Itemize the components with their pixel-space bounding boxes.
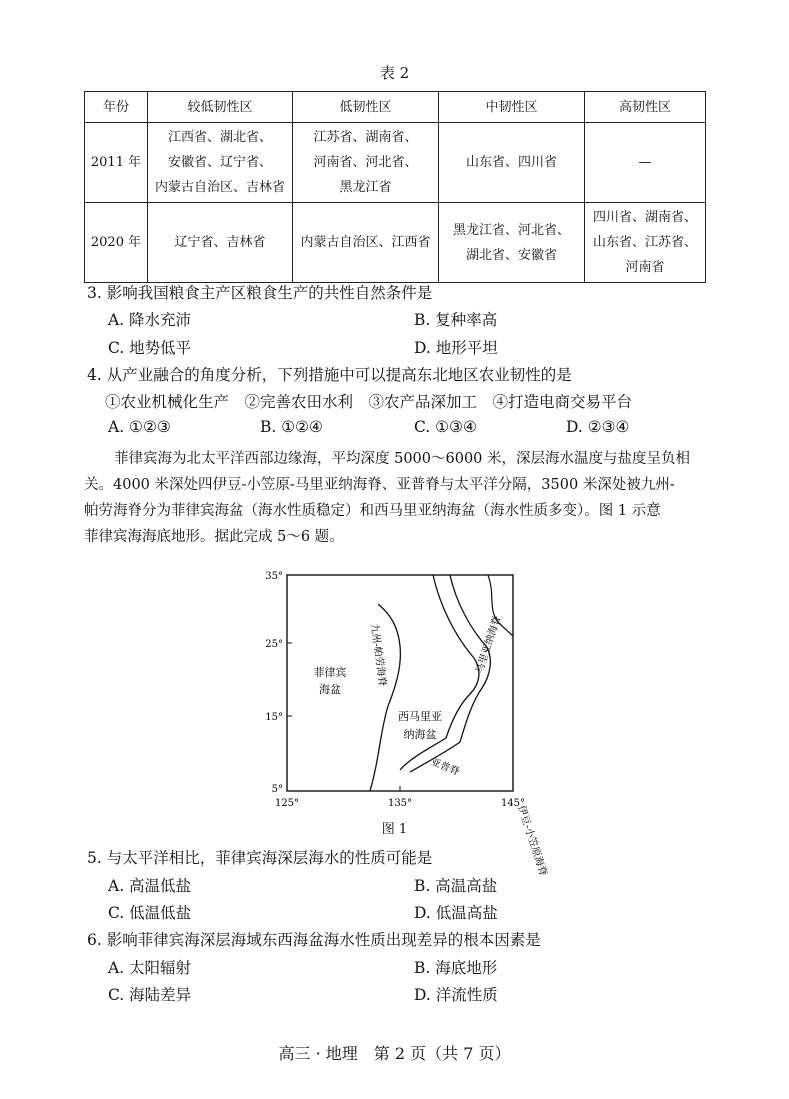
header-lower: 较低韧性区 <box>148 92 293 123</box>
question-3-stem: 3. 影响我国粮食主产区粮食生产的共性自然条件是 <box>87 284 433 302</box>
table-header-row <box>85 92 706 123</box>
table-row <box>85 203 706 283</box>
passage-line: 帕劳海脊分为菲律宾海盆（海水性质稳定）和西马里亚纳海盆（海水性质多变）。图 1 示意 <box>84 503 661 519</box>
table-cell <box>439 203 585 283</box>
table-row <box>85 123 706 203</box>
lat-label: 25° <box>265 639 283 650</box>
cell-line: 安徽省、辽宁省、 <box>167 155 272 170</box>
header-year: 年份 <box>85 92 148 123</box>
lon-label: 125° <box>274 798 300 809</box>
table-cell <box>585 203 706 283</box>
page-footer: 高三 · 地理 第 2 页（共 7 页） <box>278 1044 511 1063</box>
resilience-table <box>84 91 706 283</box>
q4-items: ①农业机械化生产 ②完善农田水利 ③农产品深加工 ④打造电商交易平台 <box>105 393 633 411</box>
q4-option-d: D. ②③④ <box>566 418 630 436</box>
table-cell <box>439 123 585 203</box>
table-cell <box>585 123 706 203</box>
cell-line: 江西省、湖北省、 <box>167 130 272 145</box>
lat-label: 5° <box>271 784 283 795</box>
west-mariana-basin-label: 西马里亚 <box>398 710 442 723</box>
q6-option-d: D. 洋流性质 <box>414 986 498 1004</box>
cell-line: 河南省 <box>625 260 665 275</box>
q3-option-c: C. 地势低平 <box>108 339 192 357</box>
q4-option-c: C. ①③④ <box>414 418 477 436</box>
table-cell <box>293 203 439 283</box>
cell-line: 黑龙江省 <box>339 180 392 195</box>
header-low: 低韧性区 <box>293 92 439 123</box>
cell-line: 内蒙古自治区、江西省 <box>300 235 431 250</box>
question-4-stem: 4. 从产业融合的角度分析，下列措施中可以提高东北地区农业韧性的是 <box>87 366 572 384</box>
cell-line: 山东省、江苏省、 <box>592 235 697 250</box>
cell-line: 江苏省、湖南省、 <box>313 130 418 145</box>
table-caption: 表 2 <box>379 64 410 82</box>
cell-line: 内蒙古自治区、吉林省 <box>154 180 285 195</box>
lat-label: 15° <box>265 712 283 723</box>
row-year: 2011 年 <box>85 123 148 203</box>
west-mariana-basin-label: 纳海盆 <box>403 728 437 741</box>
lon-label: 135° <box>387 798 413 809</box>
q3-option-b: B. 复种率高 <box>414 311 498 329</box>
philippine-basin-label: 海盆 <box>319 683 341 696</box>
passage <box>84 446 706 550</box>
table-cell <box>293 123 439 203</box>
q3-option-d: D. 地形平坦 <box>414 339 498 357</box>
cell-line: 辽宁省、吉林省 <box>174 235 266 250</box>
izu-ridge-label: 伊豆-小笠原海脊 <box>515 804 549 878</box>
question-6-stem: 6. 影响菲律宾海深层海域东西海盆海水性质出现差异的根本因素是 <box>87 931 541 949</box>
philippine-basin-label: 菲律宾 <box>313 666 347 679</box>
q6-option-a: A. 太阳辐射 <box>108 959 192 977</box>
q6-option-b: B. 海底地形 <box>414 959 498 977</box>
passage-line: 关。4000 米深处四伊豆-小笠原-马里亚纳海脊、亚普脊与太平洋分隔，3500 米深处被九州- <box>84 477 675 493</box>
q5-option-d: D. 低温高盐 <box>414 904 498 922</box>
q5-option-b: B. 高温高盐 <box>414 877 498 895</box>
passage-line: 菲律宾海为北太平洋西部边缘海，平均深度 5000～6000 米，深层海水温度与盐度呈负相 <box>114 451 691 467</box>
passage-line: 菲律宾海海底地形。据此完成 5～6 题。 <box>84 529 344 545</box>
lat-label: 35° <box>265 571 283 582</box>
q5-option-c: C. 低温低盐 <box>108 904 192 922</box>
header-mid: 中韧性区 <box>439 92 585 123</box>
lon-label: 145° <box>500 798 526 809</box>
q5-option-a: A. 高温低盐 <box>108 877 192 895</box>
cell-line: — <box>638 155 652 170</box>
q4-option-a: A. ①②③ <box>108 418 171 436</box>
cell-line: 四川省、湖南省、 <box>592 210 697 225</box>
figure-caption: 图 1 <box>381 822 408 837</box>
cell-line: 湖北省、安徽省 <box>465 247 557 263</box>
cell-line: 山东省、四川省 <box>465 155 557 170</box>
yap-ridge-label: 亚普脊 <box>428 756 461 779</box>
kyushu-ridge-label: 九州-帕劳海脊 <box>368 622 388 688</box>
header-high: 高韧性区 <box>585 92 706 123</box>
q3-option-a: A. 降水充沛 <box>108 311 192 329</box>
cell-line: 河南省、河北省、 <box>313 155 418 170</box>
mariana-ridge-label: 马里亚纳海脊 <box>474 614 504 675</box>
question-5-stem: 5. 与太平洋相比，菲律宾海深层海水的性质可能是 <box>87 849 433 867</box>
table-cell <box>148 203 293 283</box>
q6-option-c: C. 海陆差异 <box>108 986 192 1004</box>
cell-line: 黑龙江省、河北省、 <box>452 222 570 238</box>
q4-option-b: B. ①②④ <box>260 418 323 436</box>
table-cell <box>148 123 293 203</box>
row-year: 2020 年 <box>85 203 148 283</box>
